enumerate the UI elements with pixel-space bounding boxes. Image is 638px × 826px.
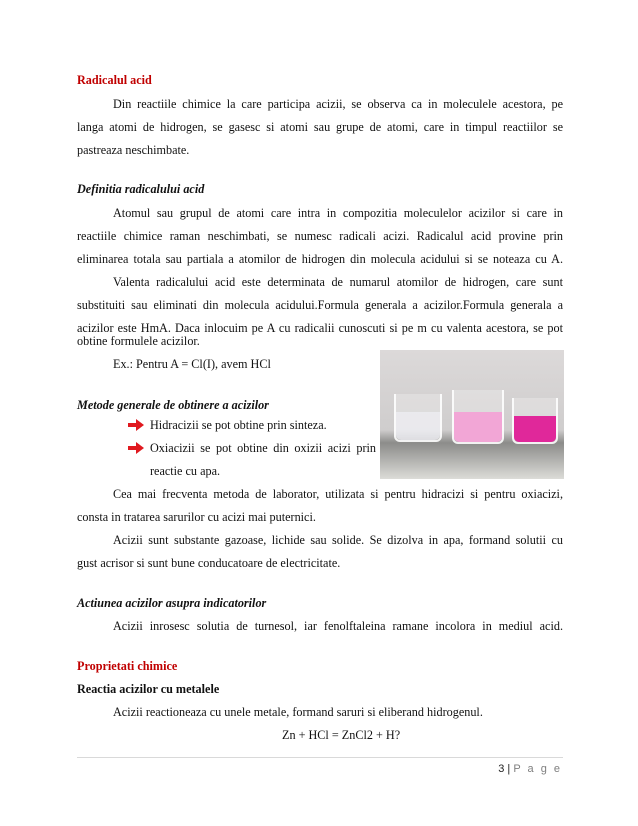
example-line: Ex.: Pentru A = Cl(I), avem HCl: [113, 357, 271, 371]
paragraph-line: Cea mai frecventa metoda de laborator, utilizata si pentru hidracizi si pentru oxiacizi,: [113, 487, 563, 501]
list-item: Oxiacizii se pot obtine din oxizii acizi prin: [150, 441, 376, 455]
heading-proprietati: Proprietati chimice: [77, 659, 178, 673]
arrow-bullet-icon: [128, 419, 144, 431]
list-item: Hidracizii se pot obtine prin sinteza.: [150, 418, 327, 432]
paragraph-line: Valenta radicalului acid este determinata de numarul atomilor de hidrogen, care sunt: [113, 275, 563, 289]
page-label: P a g e: [513, 763, 562, 775]
paragraph-line: Acizii inrosesc solutia de turnesol, iar fenolftaleina ramane incolora in mediul acid.: [113, 619, 563, 633]
page-number: 3: [498, 763, 505, 775]
page-footer: [498, 763, 562, 775]
subheading-reactia: Reactia acizilor cu metalele: [77, 682, 220, 696]
paragraph-line: substituiti sau eliminati din molecula acidului.Formula generala a acizilor.Formula generala a: [77, 298, 563, 312]
heading-indicatori: Actiunea acizilor asupra indicatorilor: [77, 596, 267, 610]
paragraph-line: Din reactiile chimice la care participa acizii, se observa ca in moleculele acestora, pe: [113, 97, 563, 111]
beaker-magenta: [512, 398, 558, 444]
paragraph-line: obtine formulele acizilor.: [77, 334, 200, 348]
footer-divider: [77, 757, 563, 758]
beaker-pink: [452, 390, 504, 444]
paragraph-line: eliminarea totala sau partiala a atomilor de hidrogen din molecula acidului si se noteaza cu A.: [77, 252, 563, 266]
paragraph-line: pastreaza neschimbate.: [77, 143, 190, 157]
list-item: reactie cu apa.: [150, 464, 221, 478]
heading-definitia: Definitia radicalului acid: [77, 182, 205, 196]
beaker-clear: [394, 394, 442, 442]
paragraph-line: Acizii sunt substante gazoase, lichide sau solide. Se dizolva in apa, formand solutii cu: [113, 533, 563, 547]
chemical-equation: Zn + HCl = ZnCl2 + H?: [282, 728, 401, 742]
paragraph-line: consta in tratarea sarurilor cu acizi mai puternici.: [77, 510, 316, 524]
heading-radicalul-acid: Radicalul acid: [77, 73, 152, 87]
paragraph-line: langa atomi de hidrogen, se gasesc si atomi sau grupe de atomi, care in timpul reactiilor se: [77, 120, 563, 134]
paragraph-line: Atomul sau grupul de atomi care intra in compozitia moleculelor acizilor si care in: [113, 206, 563, 220]
paragraph-line: reactiile chimice raman neschimbati, se numesc radicali acizi. Radicalul acid provine prin: [77, 229, 563, 243]
footer-separator: |: [507, 763, 511, 775]
paragraph-line: gust acrisor si sunt bune conducatoare de electricitate.: [77, 556, 341, 570]
paragraph-line: Acizii reactioneaza cu unele metale, formand saruri si eliberand hidrogenul.: [113, 705, 483, 719]
beakers-photo: [380, 350, 564, 479]
arrow-bullet-icon: [128, 442, 144, 454]
heading-metode: Metode generale de obtinere a acizilor: [77, 398, 269, 412]
paragraph-line: acizilor este HmA. Daca inlocuim pe A cu radicalii cunoscuti si pe m cu valenta acestora, se pot: [77, 321, 563, 335]
